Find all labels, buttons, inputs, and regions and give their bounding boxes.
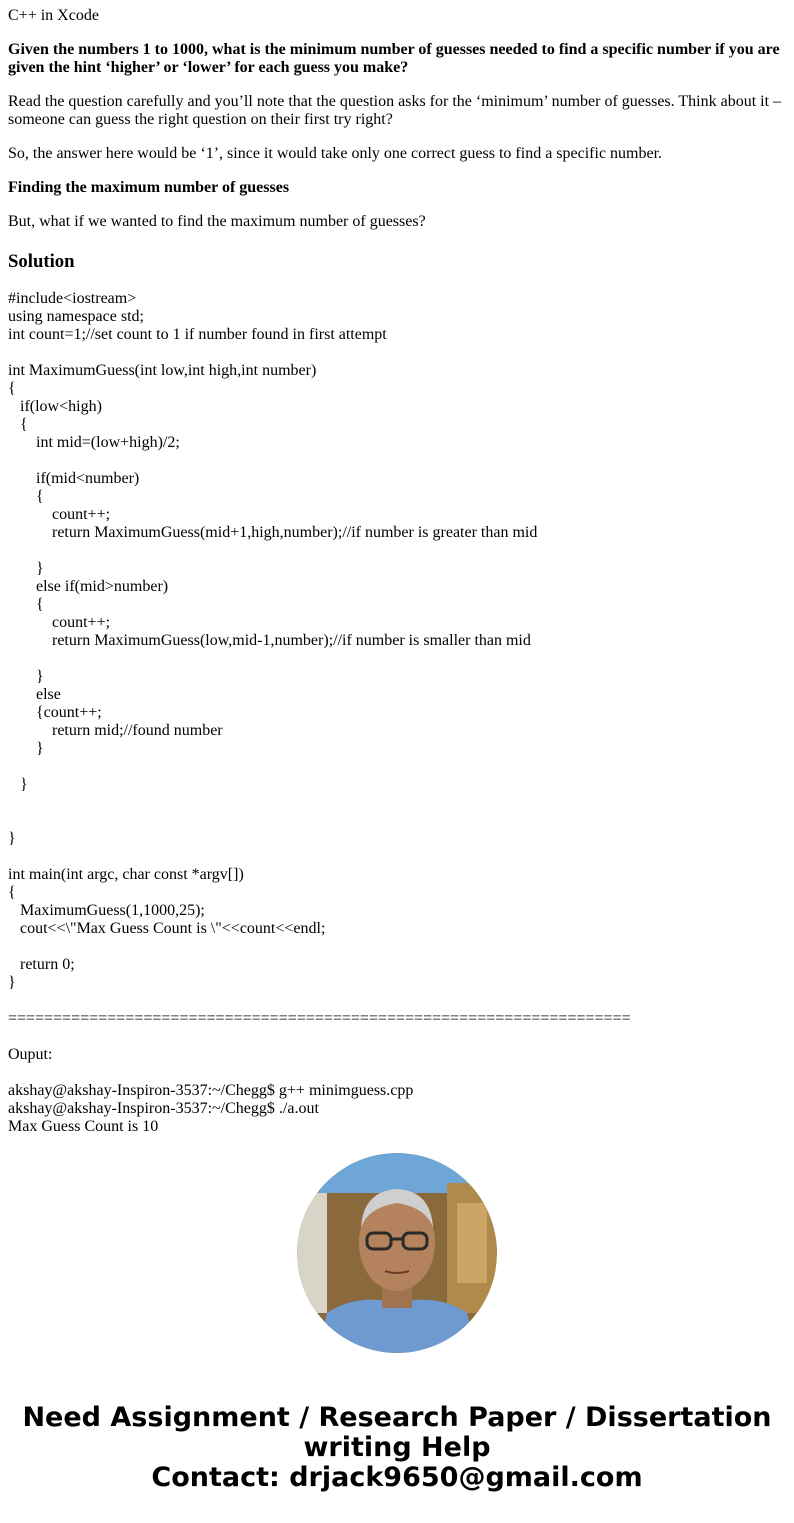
code-line	[8, 1028, 786, 1046]
code-line: cout<<\"Max Guess Count is \"<<count<<endl;	[8, 920, 326, 937]
code-line: {	[8, 416, 28, 433]
footer-line-2: writing Help	[303, 1432, 491, 1463]
followup-text: But, what if we wanted to find the maximum number of guesses?	[8, 213, 426, 230]
solution-heading: Solution	[8, 251, 75, 272]
code-line: count++;	[8, 506, 111, 523]
contact-footer	[0, 1403, 794, 1493]
code-line	[8, 650, 786, 668]
code-line: else	[8, 686, 61, 703]
code-line: MaximumGuess(1,1000,25);	[8, 902, 205, 919]
code-line: {	[8, 380, 16, 397]
code-line: }	[8, 740, 44, 757]
code-line: }	[8, 668, 44, 685]
author-avatar	[297, 1153, 497, 1353]
question-text: Given the numbers 1 to 1000, what is the minimum number of guesses needed to find a specific number if you are given the hint ‘higher’ or ‘lower’ for each guess you make?	[8, 41, 780, 76]
code-line: }	[8, 776, 28, 793]
code-line: int mid=(low+high)/2;	[8, 434, 180, 451]
code-line: return mid;//found number	[8, 722, 223, 739]
paragraph-2: So, the answer here would be ‘1’, since it would take only one correct guess to find a specific number.	[8, 145, 663, 162]
code-line: }	[8, 974, 16, 991]
code-line	[8, 812, 786, 830]
code-line: Max Guess Count is 10	[8, 1118, 159, 1135]
code-block	[8, 290, 786, 1136]
code-line: using namespace std;	[8, 308, 144, 325]
code-line: return MaximumGuess(mid+1,high,number);//if number is greater than mid	[8, 524, 538, 541]
code-line: {	[8, 596, 44, 613]
subheading: Finding the maximum number of guesses	[8, 179, 290, 196]
code-line: Ouput:	[8, 1046, 53, 1063]
code-line	[8, 1064, 786, 1082]
code-line: {count++;	[8, 704, 102, 721]
code-line	[8, 542, 786, 560]
code-line: {	[8, 884, 16, 901]
paragraph-1: Read the question carefully and you’ll note that the question asks for the ‘minimum’ number of guesses. Think about it – someone can guess the right question on their first try right?	[8, 93, 782, 128]
code-line: if(mid<number)	[8, 470, 140, 487]
code-line: akshay@akshay-Inspiron-3537:~/Chegg$ ./a.out	[8, 1100, 319, 1117]
code-line: {	[8, 488, 44, 505]
code-line: }	[8, 830, 16, 847]
footer-line-1: Need Assignment / Research Paper / Dissertation	[22, 1402, 772, 1433]
code-line: int main(int argc, char const *argv[])	[8, 866, 244, 883]
code-line: int count=1;//set count to 1 if number found in first attempt	[8, 326, 387, 343]
code-line: #include<iostream>	[8, 290, 137, 307]
code-line: return 0;	[8, 956, 75, 973]
code-line	[8, 992, 786, 1010]
code-line: if(low<high)	[8, 398, 102, 415]
code-line: else if(mid>number)	[8, 578, 169, 595]
author-photo	[297, 1153, 497, 1353]
code-line	[8, 794, 786, 812]
code-line	[8, 452, 786, 470]
code-line: int MaximumGuess(int low,int high,int number)	[8, 362, 317, 379]
code-line	[8, 938, 786, 956]
code-line	[8, 848, 786, 866]
code-line: return MaximumGuess(low,mid-1,number);//if number is smaller than mid	[8, 632, 531, 649]
code-line: akshay@akshay-Inspiron-3537:~/Chegg$ g++ minimguess.cpp	[8, 1082, 414, 1099]
code-line	[8, 344, 786, 362]
code-line: =====================================================================	[8, 1010, 631, 1027]
code-line: count++;	[8, 614, 111, 631]
page-title: C++ in Xcode	[8, 7, 99, 24]
code-line	[8, 758, 786, 776]
footer-contact: Contact: drjack9650@gmail.com	[151, 1462, 643, 1493]
code-line: }	[8, 560, 44, 577]
